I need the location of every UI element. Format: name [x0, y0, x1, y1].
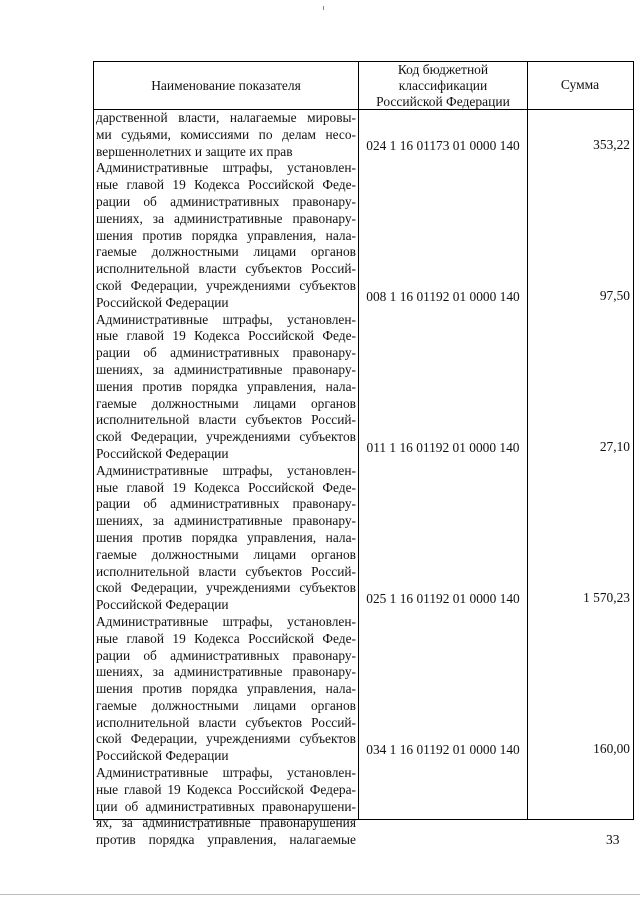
name-line: шениях, за административные правонару-: [96, 664, 356, 680]
name-line: Российской Федерации: [96, 294, 229, 310]
name-line: ные главой 19 Кодекса Российской Феде-: [96, 177, 356, 193]
name-line: ные главой 19 Кодекса Российской Феде-: [96, 328, 356, 344]
scan-mark: [323, 6, 324, 10]
name-line: исполнительной власти субъектов Россий-: [96, 714, 356, 730]
amount-value: 1 570,23: [583, 590, 630, 606]
header-code-label-1: Код бюджетной: [397, 61, 489, 77]
name-line: исполнительной власти субъектов Россий-: [96, 412, 356, 428]
name-line: шениях, за административные правонару-: [96, 210, 356, 226]
amount-value: 160,00: [593, 741, 630, 757]
name-line: шения против порядка управления, нала-: [96, 227, 356, 243]
name-line: ми судьями, комиссиями по делам несо-: [96, 126, 356, 142]
name-line: ции об административных правонарушени-: [96, 798, 356, 814]
name-line: рации об административных правонару-: [96, 496, 356, 512]
name-line: рации об административных правонару-: [96, 647, 356, 663]
name-line: ные главой 19 Кодекса Российской Феде-: [96, 630, 356, 646]
name-line: ской Федерации, учреждениями субъектов: [96, 580, 356, 596]
budget-code: 024 1 16 01173 01 0000 140: [366, 137, 520, 153]
name-line: шения против порядка управления, нала-: [96, 681, 356, 697]
name-line: дарственной власти, налагаемые мировы-: [96, 110, 356, 125]
page-number: 33: [606, 832, 620, 847]
name-line: шения против порядка управления, нала-: [96, 378, 356, 394]
name-line: Административные штрафы, установлен-: [96, 462, 356, 478]
header-name-label: Наименование показателя: [151, 77, 301, 93]
name-line: гаемые должностными лицами органов: [96, 697, 356, 713]
header-code-label-3: Российской Федерации: [376, 93, 510, 109]
name-line: гаемые должностными лицами органов: [96, 546, 356, 562]
name-line: Российской Федерации: [96, 597, 229, 613]
name-line: Российской Федерации: [96, 445, 229, 461]
name-line: против порядка управления, налагаемые: [96, 832, 356, 848]
name-line: ные главой 19 Кодекса Российской Федера-: [96, 781, 356, 797]
header-name-cell: [94, 62, 358, 109]
budget-code: 008 1 16 01192 01 0000 140: [366, 288, 520, 304]
name-column: [94, 110, 358, 849]
name-line: ской Федерации, учреждениями субъектов: [96, 277, 356, 293]
name-line: Российской Федерации: [96, 748, 229, 764]
header-code-cell: [359, 62, 527, 109]
name-line: исполнительной власти субъектов Россий-: [96, 563, 356, 579]
name-line: гаемые должностными лицами органов: [96, 395, 356, 411]
name-line: вершеннолетних и защите их прав: [96, 143, 293, 159]
scan-edge-line: [0, 894, 640, 895]
name-line: шения против порядка управления, нала-: [96, 529, 356, 545]
name-line: ях, за административные правонарушения: [96, 815, 356, 831]
amount-value: 353,22: [593, 136, 630, 152]
name-line: гаемые должностными лицами органов: [96, 244, 356, 260]
amount-value: 97,50: [599, 287, 630, 303]
budget-code: 025 1 16 01192 01 0000 140: [366, 591, 520, 607]
name-line: ные главой 19 Кодекса Российской Феде-: [96, 479, 356, 495]
name-line: шениях, за административные правонару-: [96, 513, 356, 529]
column-divider: [527, 62, 528, 819]
name-line: ской Федерации, учреждениями субъектов: [96, 731, 356, 747]
amount-value: 27,10: [599, 439, 630, 454]
name-line: Административные штрафы, установлен-: [96, 765, 356, 781]
name-line: шениях, за административные правонару-: [96, 361, 356, 377]
name-line: ской Федерации, учреждениями субъектов: [96, 429, 356, 445]
name-line: рации об административных правонару-: [96, 193, 356, 209]
header-sum-label: Сумма: [560, 77, 600, 92]
header-code-label-2: классификации: [398, 77, 488, 93]
name-line: исполнительной власти субъектов Россий-: [96, 261, 356, 277]
name-line: рации об административных правонару-: [96, 345, 356, 361]
budget-code: 034 1 16 01192 01 0000 140: [366, 742, 520, 758]
budget-code: 011 1 16 01192 01 0000 140: [366, 440, 520, 455]
name-line: Административные штрафы, установлен-: [96, 613, 356, 629]
name-line: Административные штрафы, установлен-: [96, 160, 356, 176]
name-line: Административные штрафы, установлен-: [96, 311, 356, 327]
